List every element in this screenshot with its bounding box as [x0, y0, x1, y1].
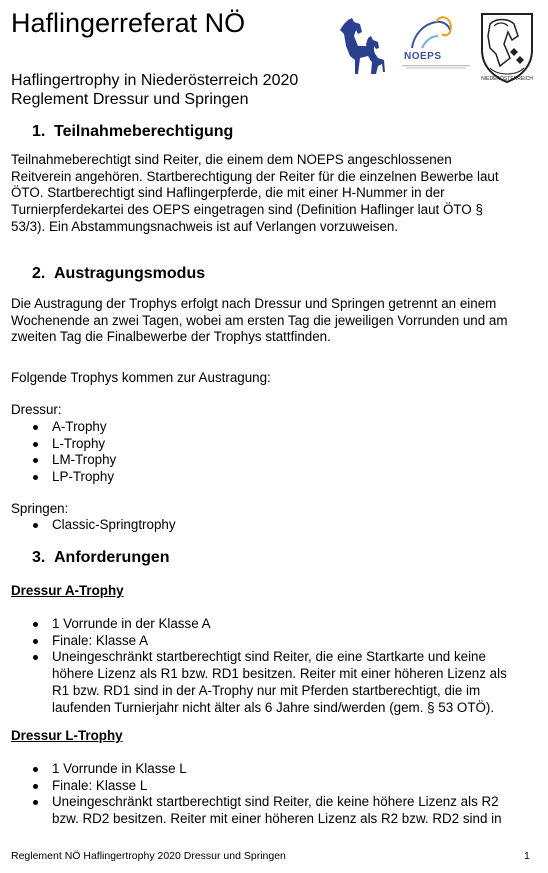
section-2-number: 2.	[32, 265, 46, 282]
paragraph-line: Wochenende an zwei Tagen, wobei am ersten Tag die jeweiligen Vorrunden und am	[11, 312, 508, 328]
list-item: Uneingeschränkt startberechtigt sind Reiter, die keine höhere Lizenz als R2 bzw. RD2 besitzen. Reiter mit einer höheren Lizenz als R2 bzw. RD2 sind in	[11, 794, 502, 827]
bullet-icon	[33, 800, 38, 805]
section-1-heading	[32, 122, 233, 142]
dressur-l-trophy-heading: Dressur L-Trophy	[11, 728, 123, 743]
bullet-icon	[33, 639, 38, 644]
section-1-title: Teilnahmeberechtigung	[54, 123, 234, 140]
dressur-list	[11, 419, 116, 486]
bullet-icon	[33, 475, 38, 480]
bullet-icon	[33, 523, 38, 528]
trophies-intro: Folgende Trophys kommen zur Austragung:	[11, 370, 271, 385]
paragraph-line: Turnierpferdekartei des OEPS eingetragen sind (Definition Haflinger laut ÖTO §	[11, 202, 483, 218]
list-item: Finale: Klasse L	[11, 778, 502, 795]
springen-list	[11, 517, 176, 534]
section-3-heading	[32, 548, 170, 568]
list-item: Classic-Springtrophy	[11, 517, 176, 534]
list-item: 1 Vorrunde in der Klasse A	[11, 616, 507, 633]
logos	[338, 10, 538, 90]
paragraph-line: 53/3). Ein Abstammungsnachweis ist auf Verlangen vorzuweisen.	[11, 218, 399, 234]
list-item: LM-Trophy	[11, 452, 116, 469]
haflinger-horses-logo-icon	[338, 16, 386, 76]
subtitle	[11, 71, 298, 109]
bullet-icon	[33, 458, 38, 463]
noeps-logo-text: NOEPS	[404, 51, 442, 62]
bullet-icon	[33, 767, 38, 772]
a-trophy-list	[11, 616, 507, 716]
bullet-icon	[33, 655, 38, 660]
bullet-icon	[33, 784, 38, 789]
bullet-icon	[33, 425, 38, 430]
section-1-number: 1.	[32, 123, 46, 140]
subtitle-line-1: Haflingertrophy in Niederösterreich 2020	[11, 72, 299, 89]
list-item: L-Trophy	[11, 436, 116, 453]
dressur-label: Dressur:	[11, 402, 62, 417]
list-item: Uneingeschränkt startberechtigt sind Reiter, die eine Startkarte und keine höhere Lizenz als R1 bzw. RD1 besitzen. Reiter mit einer höheren Lizenz als R1 bzw. RD1 sind in der A-Trophy nur mit Pferden startberechtigt, die im laufenden Turnierjahr nicht älter als 6 Jahre sind/werden (gem. § 53 OTÖ).	[11, 649, 507, 716]
list-item: Finale: Klasse A	[11, 633, 507, 650]
paragraph-line: Die Austragung der Trophys erfolgt nach Dressur und Springen getrennt an einem	[11, 296, 497, 311]
paragraph-line: Reitverein angehören. Startberechtigung der Reiter für die einzelnen Bewerbe laut	[11, 168, 499, 184]
springen-label: Springen:	[11, 501, 69, 516]
noeps-tagline-icon	[402, 64, 470, 69]
seal-caption: NIEDERÖSTERREICH	[481, 76, 533, 82]
section-2-paragraph	[11, 296, 531, 346]
section-2-title: Austragungsmodus	[54, 265, 206, 282]
page-title: Haflingerreferat NÖ	[11, 8, 246, 38]
section-3-title: Anforderungen	[54, 549, 170, 566]
noeps-horse-icon	[402, 14, 462, 52]
paragraph-line: ÖTO. Startberechtigt sind Haflingerpferde, die mit einer H-Nummer in der	[11, 185, 445, 201]
niederoesterreich-seal-icon	[476, 10, 538, 84]
list-item: LP-Trophy	[11, 469, 116, 486]
dressur-a-trophy-heading: Dressur A-Trophy	[11, 583, 124, 598]
bullet-icon	[33, 442, 38, 447]
section-3-number: 3.	[32, 549, 46, 566]
list-item: 1 Vorrunde in Klasse L	[11, 761, 502, 778]
page-number: 1	[524, 850, 530, 862]
bullet-icon	[33, 622, 38, 627]
section-2-heading	[32, 264, 205, 284]
paragraph-line: Teilnahmeberechtigt sind Reiter, die einem dem NOEPS angeschlossenen	[11, 152, 452, 167]
section-1-paragraph	[11, 152, 531, 236]
l-trophy-list	[11, 761, 502, 828]
paragraph-line: zweiten Tag die Finalbewerbe der Trophys stattfinden.	[11, 329, 331, 345]
list-item: A-Trophy	[11, 419, 116, 436]
subtitle-line-2: Reglement Dressur und Springen	[11, 91, 249, 108]
page-footer: Reglement NÖ Haflingertrophy 2020 Dressur und Springen	[11, 850, 286, 862]
